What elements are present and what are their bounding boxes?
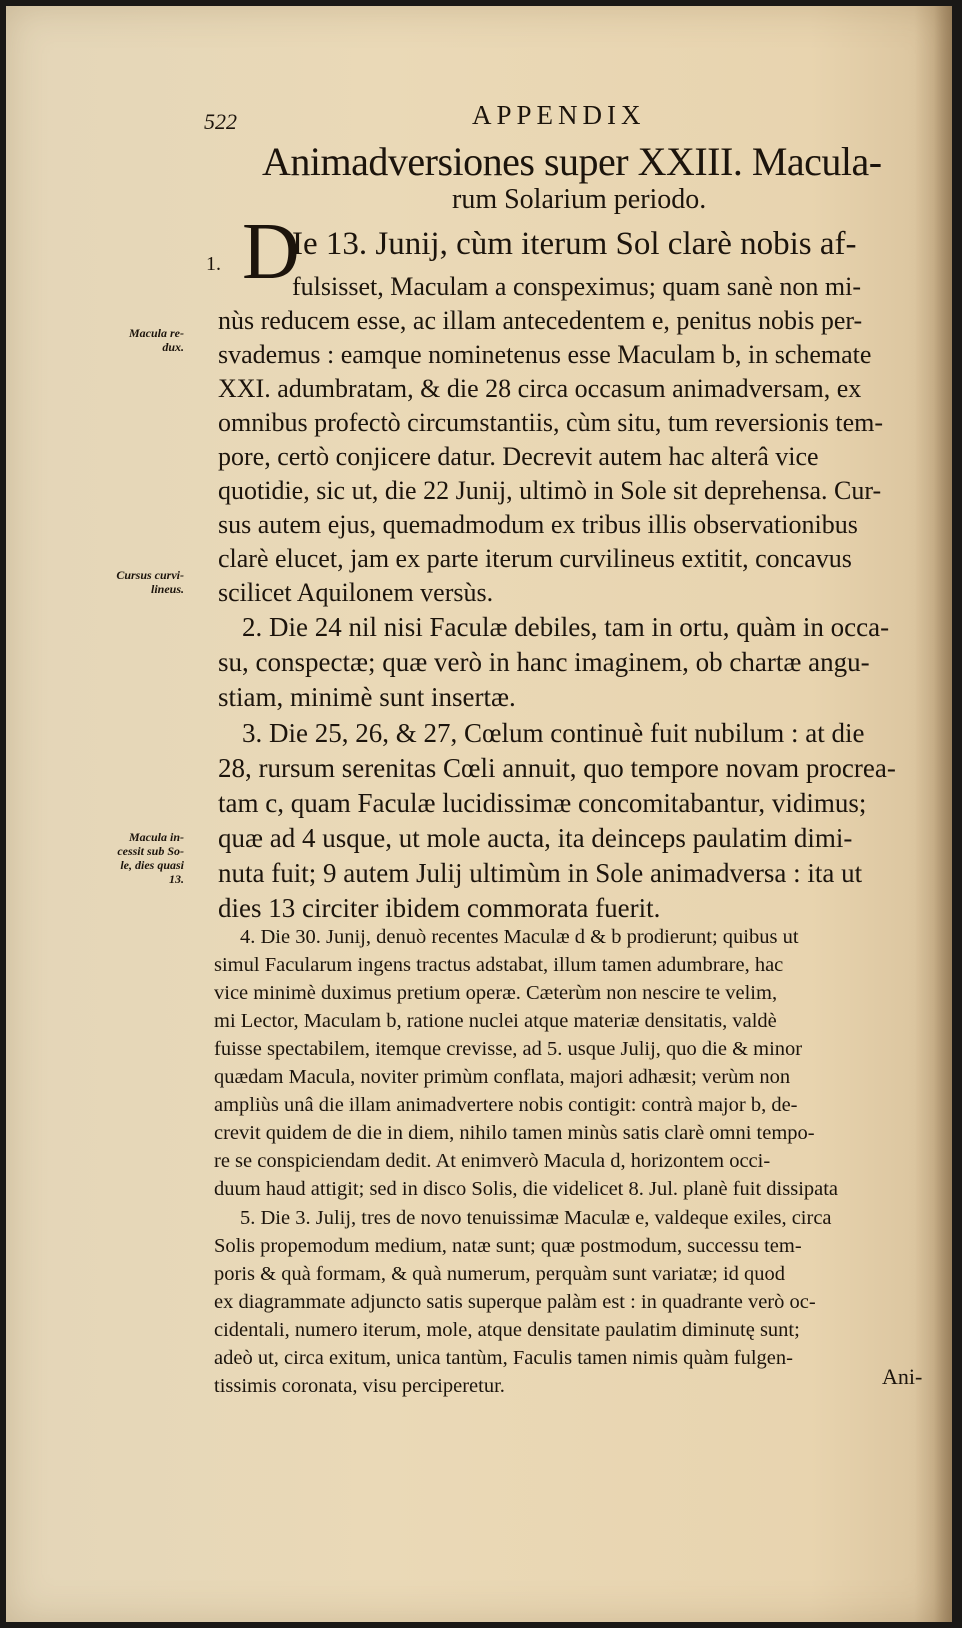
para4-line-2: simul Facularum ingens tractus adstabat, illum tamen adumbrare, hac [214, 954, 784, 976]
para1-line-1: Ie 13. Junij, cùm iterum Sol clarè nobis af- [292, 226, 857, 262]
margin-note-line: Macula re- [129, 326, 184, 340]
para1-line-8: quotidie, sic ut, die 22 Junij, ultimò in Sole sit deprehensa. Cur- [218, 476, 882, 505]
para2-line-2: su, conspectæ; quæ verò in hanc imaginem, ob chartæ angu- [218, 647, 870, 677]
margin-note-line: cessit sub So- [117, 844, 184, 858]
para4-line-3: vice minimè duximus pretium operæ. Cæterùm non nescire te velim, [214, 982, 778, 1004]
para4-line-5: fuisse spectabilem, itemque crevisse, ad 5. usque Julij, quo die & minor [214, 1038, 803, 1060]
para3-line-3: tam c, quam Faculæ lucidissimæ concomitabantur, vidimus; [218, 788, 867, 818]
running-head: APPENDIX [472, 100, 646, 130]
para4-line-8: crevit quidem de die in diem, nihilo tamen minùs satis clarè omni tempo- [214, 1122, 815, 1144]
para3-line-5: nuta fuit; 9 autem Julij ultimùm in Sole animadversa : ita ut [218, 858, 863, 888]
para4-line-1: 4. Die 30. Junij, denuò recentes Maculæ d & b prodierunt; quibus ut [240, 926, 799, 948]
margin-note-line: Cursus curvi- [116, 568, 184, 582]
margin-note-line: lineus. [150, 582, 184, 596]
margin-note-macula-redux [129, 326, 184, 354]
para1-line-4: svademus : eamque nominetenus esse Maculam b, in schemate [218, 340, 872, 369]
margin-note-macula-incessit [117, 830, 184, 886]
para5-line-2: Solis propemodum medium, natæ sunt; quæ postmodum, successu tem- [214, 1235, 802, 1257]
margin-note-cursus-curvilineus [116, 568, 184, 596]
page-edge-shadow [934, 6, 952, 1622]
para2-line-3: stiam, minimè sunt insertæ. [218, 682, 516, 712]
para1-line-11: scilicet Aquilonem versùs. [218, 578, 494, 607]
para4-line-10: duum haud attigit; sed in disco Solis, die videlicet 8. Jul. planè fuit dissipata [214, 1178, 839, 1200]
section-title: Animadversiones super XXIII. Macula- [262, 139, 882, 184]
para5-line-1: 5. Die 3. Julij, tres de novo tenuissimæ Maculæ e, valdeque exiles, circa [240, 1207, 832, 1229]
catchword: Ani- [882, 1364, 923, 1389]
para1-line-7: pore, certò conjicere datur. Decrevit autem hac alterâ vice [218, 442, 819, 471]
para4-line-6: quædam Macula, noviter primùm conflata, majori adhæsit; verùm non [214, 1066, 791, 1088]
page-number: 522 [204, 109, 237, 134]
para5-line-6: adeò ut, circa exitum, unica tantùm, Faculis tamen nimis quàm fulgen- [214, 1347, 793, 1369]
para3-line-2: 28, rursum serenitas Cœli annuit, quo tempore novam procrea- [218, 753, 896, 783]
para4-line-4: mi Lector, Maculam b, ratione nuclei atque materiæ densitatis, valdè [214, 1010, 777, 1032]
para3-line-1: 3. Die 25, 26, & 27, Cœlum continuè fuit nubilum : at die [242, 718, 865, 748]
para3-line-6: dies 13 circiter ibidem commorata fuerit. [218, 893, 661, 923]
margin-note-line: le, dies quasi [120, 858, 184, 872]
para1-line-6: omnibus profectò circumstantiis, cùm situ, tum reversionis tem- [218, 408, 884, 437]
para4-line-9: re se conspiciendam dedit. At enimverò Macula d, horizontem occi- [214, 1150, 771, 1172]
para2-line-1: 2. Die 24 nil nisi Faculæ debiles, tam in ortu, quàm in occa- [242, 612, 890, 642]
para1-line-2: fulsisset, Maculam a conspeximus; quam sanè non mi- [292, 272, 862, 301]
margin-note-line: 13. [169, 872, 184, 886]
para1-line-10: clarè elucet, jam ex parte iterum curvilineus extitit, concavus [218, 544, 852, 573]
section-subtitle: rum Solarium periodo. [452, 184, 707, 215]
para5-line-5: cidentali, numero iterum, mole, atque densitate paulatim diminutę sunt; [214, 1319, 800, 1341]
para1-line-5: XXI. adumbratam, & die 28 circa occasum animadversam, ex [218, 374, 862, 403]
paragraph-number-1: 1. [206, 253, 221, 275]
para1-line-9: sus autem ejus, quemadmodum ex tribus illis observationibus [218, 510, 858, 539]
margin-note-line: Macula in- [128, 830, 184, 844]
margin-note-line: dux. [162, 340, 184, 354]
para1-line-3: nùs reducem esse, ac illam antecedentem e, penitus nobis per- [218, 306, 863, 335]
para5-line-4: ex diagrammate adjuncto satis superque palàm est : in quadrante verò oc- [214, 1291, 816, 1313]
drop-cap: D [242, 208, 300, 296]
book-page [6, 6, 952, 1622]
para5-line-7: tissimis coronata, visu perciperetur. [214, 1375, 505, 1397]
para4-line-7: ampliùs unâ die illam animadvertere nobis contigit: contrà major b, de- [214, 1094, 798, 1116]
para5-line-3: poris & quà formam, & quà numerum, perquàm sunt variatæ; id quod [214, 1263, 786, 1285]
para3-line-4: quæ ad 4 usque, ut mole aucta, ita deinceps paulatim dimi- [218, 823, 853, 853]
